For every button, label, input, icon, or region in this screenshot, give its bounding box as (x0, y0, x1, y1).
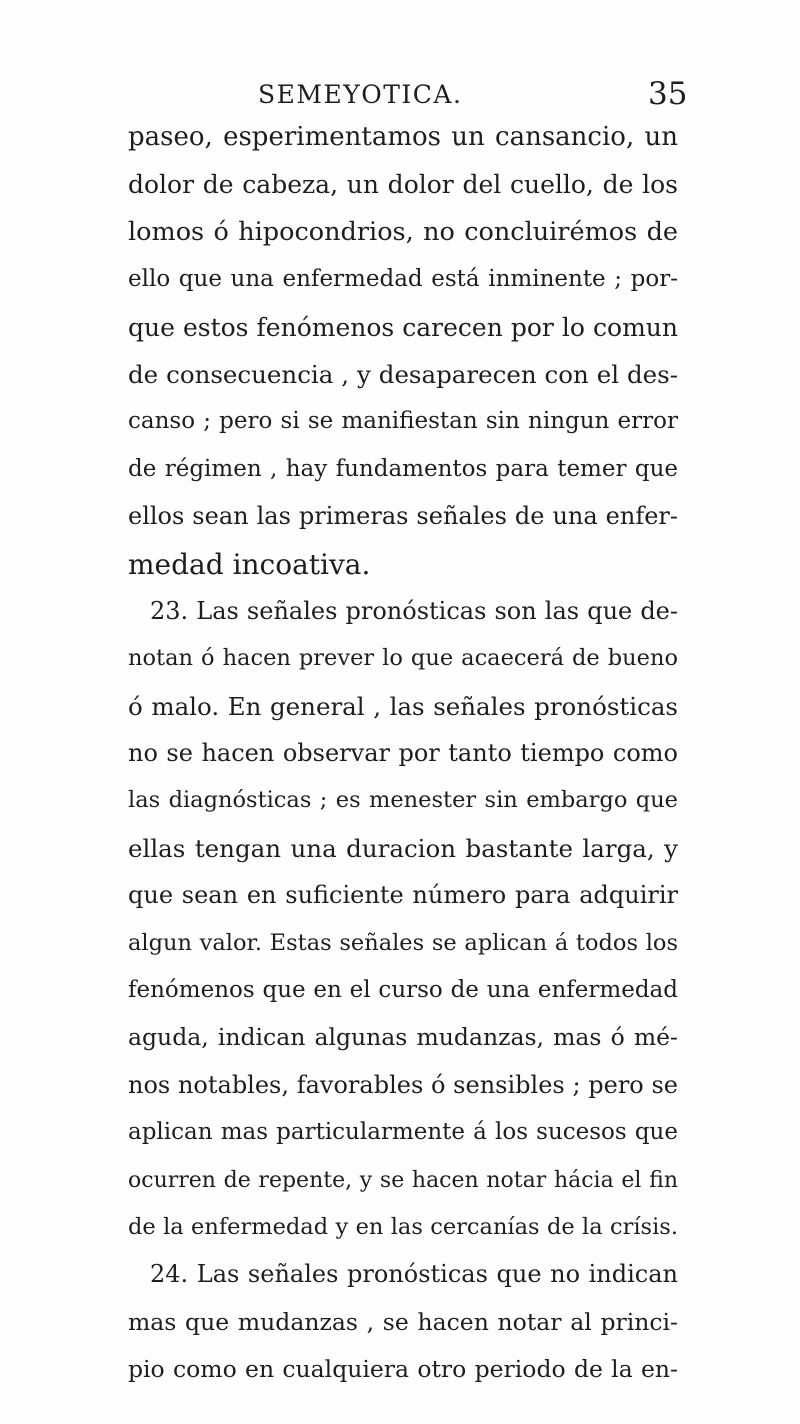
paragraph-24-start: 24. Las señales pronósticas que no indican (150, 1260, 678, 1289)
text-line: paseo, esperimentamos un cansancio, un (128, 122, 678, 152)
text-line: mas que mudanzas , se hacen notar al princi- (128, 1307, 678, 1336)
text-line: fenómenos que en el curso de una enfermedad (128, 977, 678, 1004)
text-line: notan ó hacen prever lo que acaecerá de bueno (128, 645, 678, 672)
text-line: de consecuencia , y desaparecen con el des- (128, 359, 678, 389)
text-line: nos notables, favorables ó sensibles ; pero se (128, 1070, 678, 1099)
text-line: pio como en cualquiera otro periodo de la en- (128, 1355, 678, 1384)
text-line: aplican mas particularmente á los sucesos que (128, 1119, 678, 1146)
text-line: dolor de cabeza, un dolor del cuello, de los (128, 170, 678, 200)
text-line: ellas tengan una duracion bastante larga, y (128, 833, 678, 863)
body-text (128, 114, 678, 1394)
text-line: de la enfermedad y en las cercanías de la crísis. (128, 1213, 678, 1240)
text-line: aguda, indican algunas mudanzas, mas ó mé- (128, 1023, 678, 1052)
text-line: ello que una enfermedad está inminente ; por- (128, 266, 678, 293)
text-line: que sean en suficiente número para adquirir (128, 881, 678, 910)
running-title: SEMEYOTICA. (258, 80, 463, 109)
text-line: algun valor. Estas señales se aplican á todos los (128, 929, 678, 956)
text-line: no se hacen observar por tanto tiempo como (128, 739, 678, 768)
text-line: ellos sean las primeras señales de una enfer- (128, 502, 678, 531)
text-line: ó malo. En general , las señales pronósticas (128, 691, 678, 721)
text-line: ocurren de repente, y se hacen notar hácia el fin (128, 1167, 678, 1193)
text-line: canso ; pero si se manifiestan sin ningun error (128, 408, 678, 435)
text-line: lomos ó hipocondrios, no concluirémos de (128, 216, 678, 247)
paragraph-23-start: 23. Las señales pronósticas son las que de- (150, 596, 678, 625)
text-line: medad incoativa. (128, 547, 371, 581)
text-line: de régimen , hay fundamentos para temer que (128, 455, 678, 482)
page-number: 35 (648, 76, 688, 112)
text-line: que estos fenómenos carecen por lo comun (128, 312, 678, 342)
text-line: las diagnósticas ; es menester sin embargo que (128, 787, 678, 814)
running-head (0, 76, 800, 116)
